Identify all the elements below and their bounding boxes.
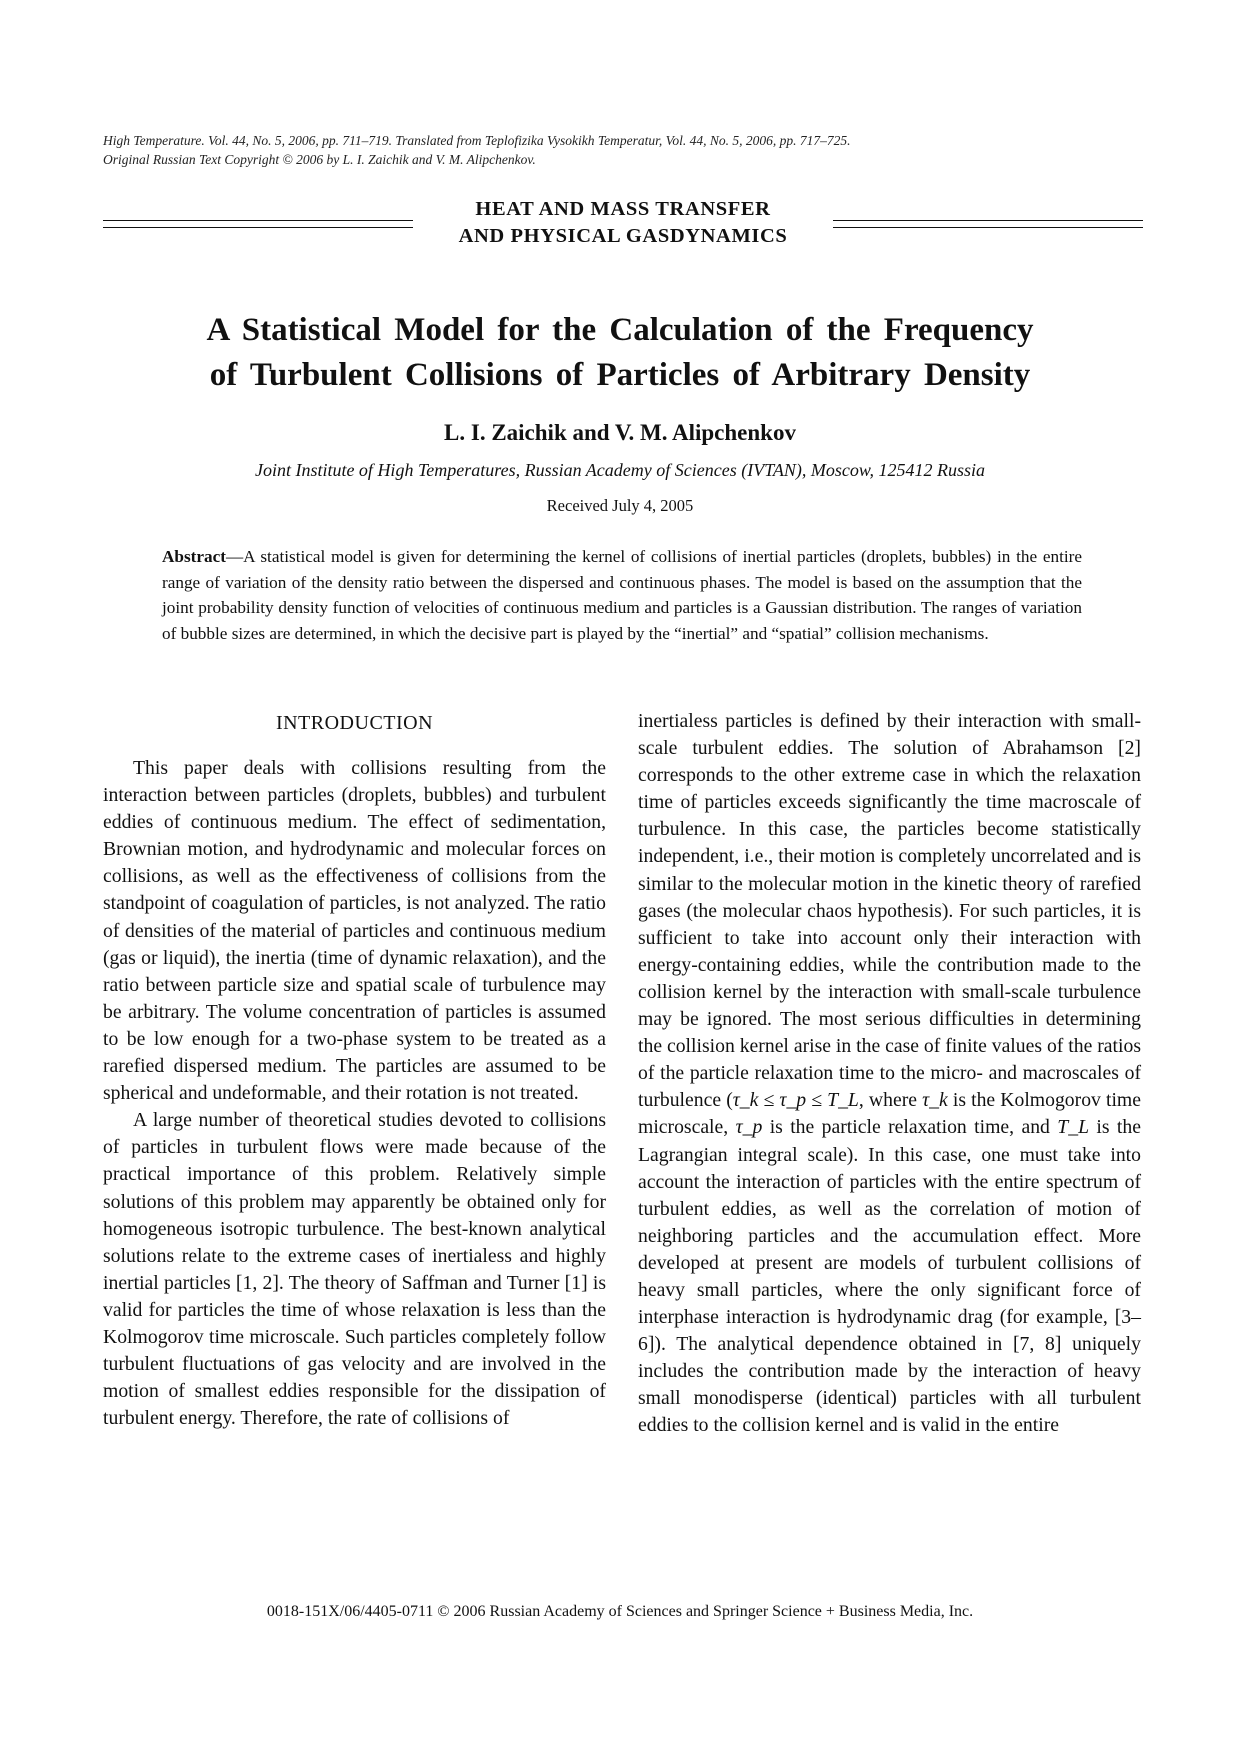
authors: L. I. Zaichik and V. M. Alipchenkov (444, 420, 796, 445)
section-title-line-1: HEAT AND MASS TRANSFER (475, 198, 771, 220)
citation-line-1: High Temperature. Vol. 44, No. 5, 2006, pp. 711–719. Translated from Teplofizika Vysokikh Temperatur, Vol. 44, No. 5, 2006, pp. 717–725. (103, 133, 851, 148)
paragraph-3 (638, 708, 1141, 1440)
math-tau-k: τ_k (922, 1089, 948, 1112)
copyright-footer: 0018-151X/06/4405-0711 © 2006 Russian Academy of Sciences and Springer Science + Business Media, Inc. (266, 1603, 974, 1620)
math-inequality: τ_k ≤ τ_p ≤ T_L (732, 1089, 859, 1112)
paragraph-3-part-b: , where (858, 1089, 923, 1112)
abstract (162, 544, 1082, 646)
paragraph-3-part-c: is the Kolmogorov time microscale, (638, 1089, 1141, 1139)
citation-line-2: Original Russian Text Copyright © 2006 by L. I. Zaichik and V. M. Alipchenkov. (103, 152, 536, 167)
section-heading (103, 196, 1143, 256)
affiliation: Joint Institute of High Temperatures, Russian Academy of Sciences (IVTAN), Moscow, 125412 Russia (254, 460, 986, 480)
journal-citation (103, 131, 1143, 169)
math-tau-p: τ_p (735, 1116, 763, 1139)
paragraph-3-part-d: is the particle relaxation time, and (762, 1116, 1058, 1139)
paragraph-2: A large number of theoretical studies devoted to collisions of particles in turbulent flows were made because of the practical importance of this problem. Relatively simple solutions of this problem may apparently be obtained only for homogeneous isotropic turbulence. The best-known analytical solutions relate to the extreme cases of inertialess and highly inertial particles [1, 2]. The theory of Saffman and Turner [1] is valid for particles the time of whose relaxation is less than the Kolmogorov time microscale. Such particles completely follow turbulent fluctuations of gas velocity and are involved in the motion of smallest eddies responsible for the dissipation of turbulent energy. Therefore, the rate of collisions of (103, 1109, 606, 1430)
paragraph-3-part-a: inertialess particles is defined by their interaction with small-scale turbulent eddies. The solution of Abrahamson [2] corresponds to the other extreme case in which the relaxation time of particles exceeds significantly the time macroscale of turbulence. In this case, the particles become statistically independent, i.e., their motion is completely uncorrelated and is similar to the molecular motion in the kinetic theory of rarefied gases (the molecular chaos hypothesis). For such particles, it is sufficient to take into account only their interaction with energy-containing eddies, while the contribution made to the collision kernel by the interaction with small-scale turbulence may be ignored. The most serious difficulties in determining the collision kernel arise in the case of finite values of the ratios of the particle relaxation time to the micro- and macroscales of turbulence ( (638, 710, 1141, 1112)
paragraph-3-part-e: is the Lagrangian integral scale). In this case, one must take into account the interaction of particles with the entire spectrum of turbulent eddies, as well as the correlation of motion of neighboring particles and the accumulation effect. More developed at present are models of turbulent collisions of heavy small particles, where the only significant force of interphase interaction is hydrodynamic drag (for example, [3–6]). The analytical dependence obtained in [7, 8] uniquely includes the contribution made by the interaction of heavy small monodisperse (identical) particles with all turbulent eddies to the collision kernel and is valid in the entire (638, 1116, 1141, 1437)
math-T-L: T_L (1057, 1116, 1090, 1139)
paper-title-line-2: of Turbulent Collisions of Particles of Arbitrary Density (209, 357, 1031, 393)
abstract-text: —A statistical model is given for determining the kernel of collisions of inertial particles (droplets, bubbles) in the entire range of variation of the density ratio between the dispersed and continuous phases. The model is based on the assumption that the joint probability density function of velocities of continuous medium and particles is a Gaussian distribution. The ranges of variation of bubble sizes are determined, in which the decisive part is played by the “inertial” and “spatial” collision mechanisms. (162, 547, 1082, 643)
section-title (413, 196, 833, 250)
section-title-line-2: AND PHYSICAL GASDYNAMICS (458, 225, 788, 247)
section-rule-left (103, 220, 413, 228)
section-heading-introduction: INTRODUCTION (275, 712, 434, 734)
abstract-label: Abstract (162, 547, 226, 566)
body-column-left (103, 708, 606, 1432)
section-rule-right (833, 220, 1143, 228)
body-column-right (638, 708, 1141, 1440)
paper-title (90, 308, 1150, 398)
paper-title-line-1: A Statistical Model for the Calculation of the Frequency (206, 312, 1034, 348)
received-date: Received July 4, 2005 (546, 496, 694, 515)
paragraph-1: This paper deals with collisions resulting from the interaction between particles (droplets, bubbles) and turbulent eddies of continuous medium. The effect of sedimentation, Brownian motion, and hydrodynamic and molecular forces on collisions, as well as the effectiveness of collisions from the standpoint of coagulation of particles, is not analyzed. The ratio of densities of the material of particles and continuous medium (gas or liquid), the inertia (time of dynamic relaxation), and the ratio between particle size and spatial scale of turbulence may be arbitrary. The volume concentration of particles is assumed to be low enough for a two-phase system to be treated as a rarefied dispersed medium. The particles are assumed to be spherical and undeformable, and their rotation is not treated. (103, 757, 606, 1105)
